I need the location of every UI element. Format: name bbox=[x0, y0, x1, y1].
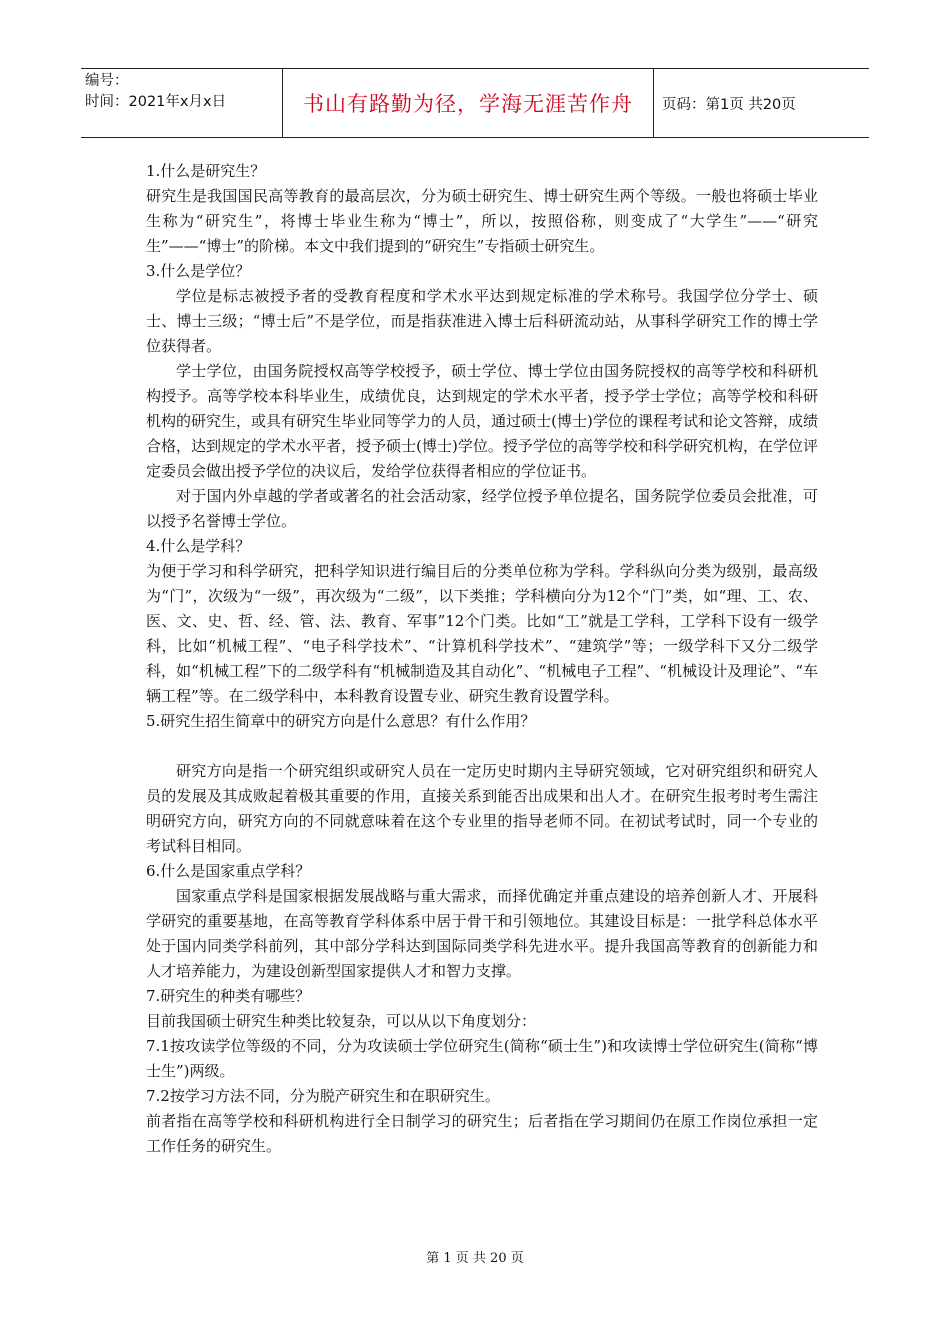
section-heading: 3.什么是学位？ bbox=[146, 262, 251, 280]
paragraph: 为便于学习和科学研究，把科学知识进行编目后的分类单位称为学科。学科纵向分类为级别，最高级为“门”，次级为“一级”，再次级为“二级”，以下类推；学科横向分为12个“门”类，如“理、工、农、医、文、史、哲、经、管、法、教育、军事”12个门类。比如“工”就是工学科，工学科下设有一级学科，比如“机械工程”、“电子科学技术”、“计算机科学技术”、“建筑学”等；一级学科下又分二级学科，如“机械工程”下的二级学科有“机械制造及其自动化”、“机械电子工程”、“机械设计及理论”、“车辆工程”等。在二级学科中，本科教育设置专业、研究生教育设置学科。 bbox=[146, 562, 818, 705]
paragraph: 研究生是我国国民高等教育的最高层次，分为硕士研究生、博士研究生两个等级。一般也将硕士毕业生称为“研究生”，将博士毕业生称为“博士”，所以，按照俗称，则变成了“大学生”——“研究生”——“博士”的阶梯。本文中我们提到的“研究生”专指硕士研究生。 bbox=[146, 187, 818, 255]
section-heading: 7.研究生的种类有哪些？ bbox=[146, 987, 311, 1005]
document-body bbox=[146, 159, 818, 1159]
section-heading: 5.研究生招生简章中的研究方向是什么意思？有什么作用？ bbox=[146, 712, 536, 730]
paragraph: 研究方向是指一个研究组织或研究人员在一定历史时期内主导研究领域，它对研究组织和研究人员的发展及其成败起着极其重要的作用，直接关系到能否出成果和出人才。在研究生报考时考生需注明研究方向，研究方向的不同就意味着在这个专业里的指导老师不同。在初试考试时，同一个专业的考试科目相同。 bbox=[146, 762, 818, 855]
document-date-label: 时间：2021年x月x日 bbox=[85, 94, 227, 110]
paragraph: 目前我国硕士研究生种类比较复杂，可以从以下角度划分： bbox=[146, 1012, 537, 1030]
page-header bbox=[81, 68, 869, 138]
document-number-label: 编号： bbox=[85, 73, 129, 89]
paragraph: 对于国内外卓越的学者或著名的社会活动家，经学位授予单位提名，国务院学位委员会批准，可以授予名誉博士学位。 bbox=[146, 487, 818, 530]
paragraph: 学位是标志被授予者的受教育程度和学术水平达到规定标准的学术称号。我国学位分学士、硕士、博士三级；“博士后”不是学位，而是指获准进入博士后科研流动站，从事科学研究工作的博士学位获得者。 bbox=[146, 287, 818, 355]
section-heading: 6.什么是国家重点学科？ bbox=[146, 862, 311, 880]
blank-line bbox=[146, 734, 818, 759]
section-heading: 1.什么是研究生？ bbox=[146, 162, 266, 180]
header-page-info: 页码：第1页 共20页 bbox=[662, 96, 796, 113]
paragraph: 前者指在高等学校和科研机构进行全日制学习的研究生；后者指在学习期间仍在原工作岗位承担一定工作任务的研究生。 bbox=[146, 1112, 818, 1155]
paragraph: 7.2按学习方法不同，分为脱产研究生和在职研究生。 bbox=[146, 1087, 500, 1105]
header-motto: 书山有路勤为径，学海无涯苦作舟 bbox=[283, 69, 654, 137]
page-footer: 第 1 页 共 20 页 bbox=[426, 1251, 524, 1266]
paragraph: 7.1按攻读学位等级的不同，分为攻读硕士学位研究生(简称“硕士生”)和攻读博士学位研究生(简称“博士生”)两级。 bbox=[146, 1037, 818, 1080]
header-meta bbox=[81, 69, 283, 137]
paragraph: 国家重点学科是国家根据发展战略与重大需求，而择优确定并重点建设的培养创新人才、开展科学研究的重要基地，在高等教育学科体系中居于骨干和引领地位。其建设目标是：一批学科总体水平处于国内同类学科前列，其中部分学科达到国际同类学科先进水平。提升我国高等教育的创新能力和人才培养能力，为建设创新型国家提供人才和智力支撑。 bbox=[146, 887, 818, 980]
section-heading: 4.什么是学科？ bbox=[146, 537, 251, 555]
paragraph: 学士学位，由国务院授权高等学校授予，硕士学位、博士学位由国务院授权的高等学校和科研机构授予。高等学校本科毕业生，成绩优良，达到规定的学术水平者，授予学士学位；高等学校和科研机构的研究生，或具有研究生毕业同等学力的人员，通过硕士(博士)学位的课程考试和论文答辩，成绩合格，达到规定的学术水平者，授予硕士(博士)学位。授予学位的高等学校和科学研究机构，在学位评定委员会做出授予学位的决议后，发给学位获得者相应的学位证书。 bbox=[146, 362, 818, 480]
